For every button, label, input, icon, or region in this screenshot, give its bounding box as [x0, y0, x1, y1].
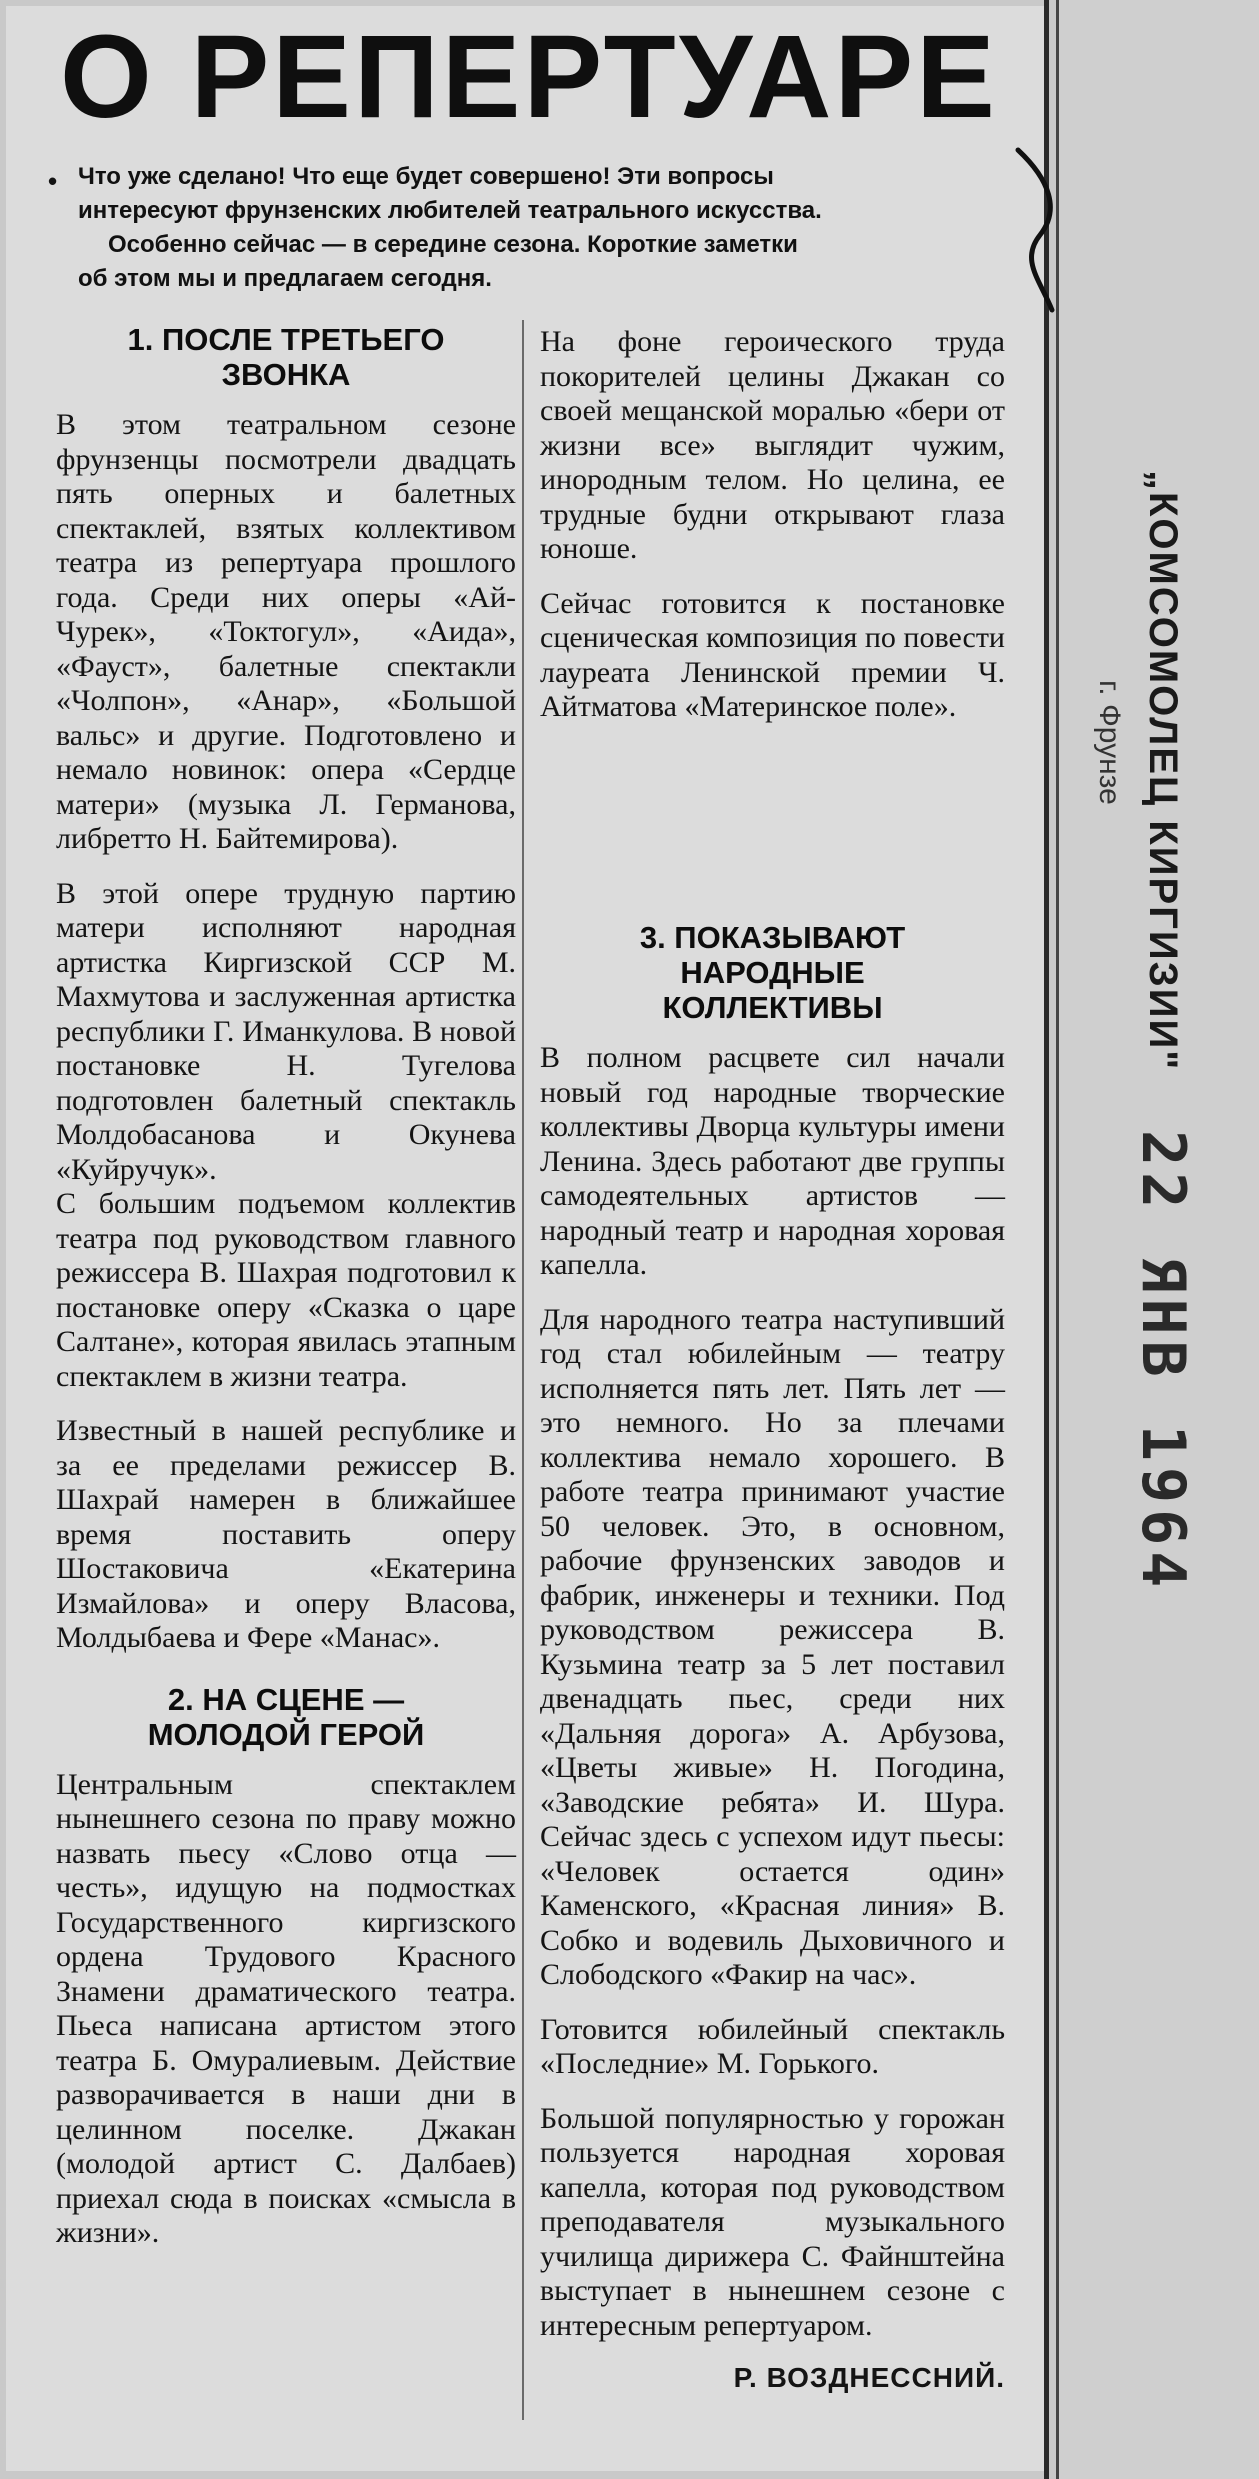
section-1-title: 1. ПОСЛЕ ТРЕТЬЕГО ЗВОНКА: [127, 322, 445, 392]
section-1-paragraph: С большим подъемом коллектив театра под руководством главного режиссера В. Шахрая подготовил к постановке оперу «Сказка о царе Салтане», которая явилась этапным спектаклем в жизни театра.: [56, 1187, 516, 1393]
section-2-paragraph: Центральным спектаклем нынешнего сезона по праву можно назвать пьесу «Слово отца — честь», идущую на подмостках Государственного киргизского ордена Трудового Красного Знамени драматического театра. Пьеса написана артистом этого театра Б. Омуралиевым. Действие разворачивается в наши дни в целинном поселке. Джакан (молодой артист С. Далбаев) приехал сюда в поисках «смысла в жизни».: [56, 1767, 516, 2249]
section-3-paragraph: Готовится юбилейный спектакль «Последние» М. Горького.: [540, 2012, 1005, 2080]
city-name: г. Фрунзе: [1093, 680, 1126, 805]
section-3-paragraph: Для народного театра наступивший год стал юбилейным — театру исполняется пять лет. Пять лет — это немного. Но за плечами коллектива немало хорошего. В работе театра принимают участие 50 человек. Это, в основном, рабочие фрунзенских заводов и фабрик, инженеры и техники. Под руководством режиссера В. Кузьмина театр за 5 лет поставил двенадцать пьес, среди них «Дальняя дорога» А. Арбузова, «Цветы живые» Н. Погодина, «Заводские ребята» И. Шура. Сейчас здесь с успехом идут пьесы: «Человек остается один» Каменского, «Красная линия» В. Собко и водевиль Дыховичного и Слободского «Факир на час».: [540, 1302, 1005, 1991]
left-column: [56, 322, 516, 2251]
section-3-title: 3. ПОКАЗЫВАЮТ НАРОДНЫЕ КОЛЛЕКТИВЫ: [639, 920, 906, 1025]
date-stamp: 22 ЯНВ 1964: [1128, 1130, 1198, 1594]
page-edge-rule: [1044, 0, 1049, 2479]
section-1-paragraph: В этом театральном сезоне фрунзенцы посмотрели двадцать пять оперных и балетных спектаклей, взятых коллективом театра из репертуара прошлого года. Среди них оперы «Ай-Чурек», «Токтогул», «Аида», «Фауст», балетные спектакли «Чолпон», «Анар», «Большой вальс» и другие. Подготовлено и немало новинок: опера «Сердце матери» (музыка Л. Германова, либретто Н. Байтемирова).: [56, 408, 516, 855]
bullet-mark-icon: •: [48, 166, 58, 196]
right-column-bottom: [540, 920, 1005, 2396]
article-headline: О РЕПЕРТУАРЕ: [60, 11, 998, 143]
section-2-title: 2. НА СЦЕНЕ — МОЛОДОЙ ГЕРОЙ: [147, 1681, 425, 1752]
section-3-paragraph: В полном расцвете сил начали новый год народные творческие коллективы Дворца культуры имени Ленина. Здесь работают две группы самодеятельных артистов — народный театр и народная хоровая капелла.: [540, 1041, 1005, 1281]
lead-line: Особенно сейчас — в середине сезона. Короткие заметки: [108, 231, 798, 258]
section-2-paragraph: Сейчас готовится к постановке сценическая композиция по повести лауреата Ленинской премии Ч. Айтматова «Материнское поле».: [540, 586, 1005, 723]
author-byline: Р. ВОЗДНЕССНИЙ.: [733, 2362, 1005, 2393]
right-column-top: [540, 325, 1005, 725]
article-lead: [78, 160, 1028, 296]
section-1-paragraph: Известный в нашей республике и за ее пределами режиссер В. Шахрай намерен в ближайшее время поставить оперу Шостаковича «Екатерина Измайлова» и оперу Власова, Молдыбаева и Фере «Манас».: [56, 1414, 516, 1654]
section-3-paragraph: Большой популярностью у горожан пользуется народная хоровая капелла, которая под руководством преподавателя музыкального училища дирижера С. Файнштейна выступает в нынешнем сезоне с интересным репертуаром.: [540, 2101, 1005, 2342]
column-divider: [522, 320, 524, 2420]
newspaper-name: „КОМСОМОЛЕЦ КИРГИЗИИ": [1141, 470, 1185, 1072]
lead-line: интересуют фрунзенских любителей театрального искусства.: [78, 197, 822, 224]
section-1-paragraph: В этой опере трудную партию матери исполняют народная артистка Киргизской ССР М. Махмутова и заслуженная артистка республики Г. Иманкулова. В новой постановке Н. Тугелова подготовлен балетный спектакль Молдобасанова и Окунева «Куйручук».: [56, 876, 516, 1186]
lead-line: об этом мы и предлагаем сегодня.: [78, 265, 492, 292]
section-2-paragraph: На фоне героического труда покорителей целины Джакан со своей мещанской моралью «бери от жизни все» выглядит чужим, инородным телом. Но целина, ее трудные будни открывают глаза юноше.: [540, 325, 1005, 565]
lead-line: Что уже сделано! Что еще будет совершено! Эти вопросы: [78, 163, 774, 190]
